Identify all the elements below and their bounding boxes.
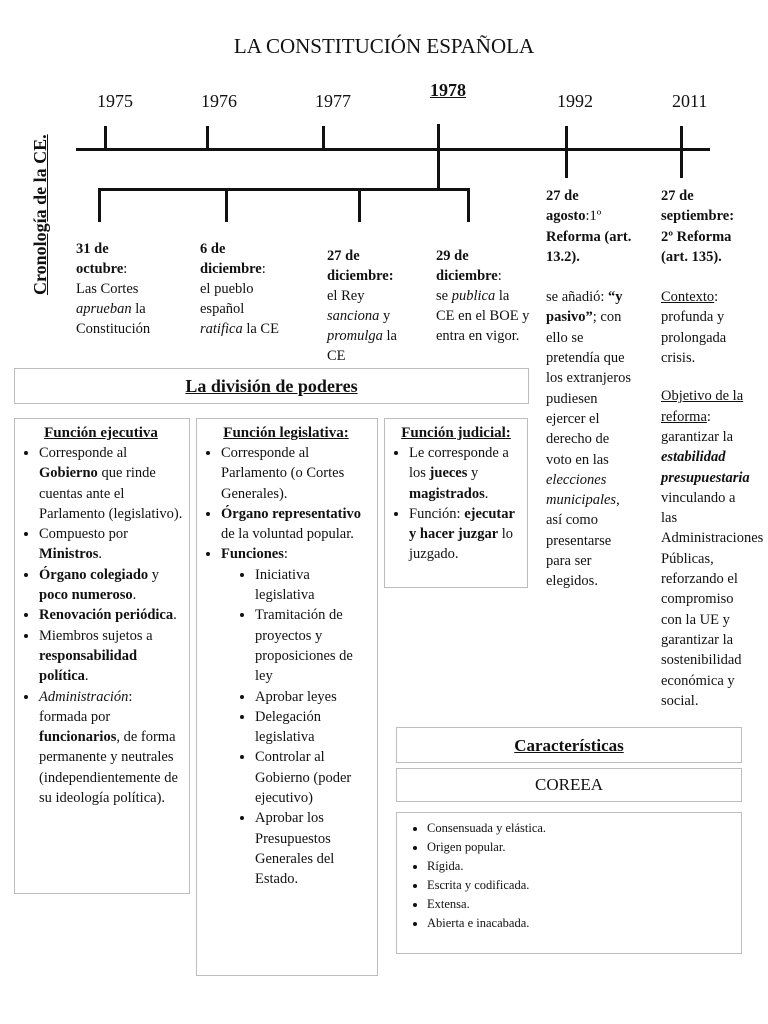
event-6-dic: 6 de diciembre: el pueblo español ratifica la CE xyxy=(200,241,279,337)
event-29-dic: 29 de diciembre: se publica la CE en el BOE y entra en vigor. xyxy=(436,248,530,344)
caracteristica-item: • Extensa. xyxy=(427,895,737,914)
ejecutiva-box xyxy=(14,418,190,894)
ejecutiva-item: • Miembros sujetos a responsabilidad política. xyxy=(39,626,183,687)
caracteristica-item: • Escrita y codificada. xyxy=(427,876,737,895)
timeline-axis xyxy=(76,148,710,151)
tick-1977 xyxy=(322,126,325,150)
caracteristica-item: • Origen popular. xyxy=(427,838,737,857)
legislativa-item: • Funciones: xyxy=(221,544,371,564)
division-header xyxy=(14,368,529,404)
ejecutiva-item: • Órgano colegiado y poco numeroso. xyxy=(39,565,183,606)
acronym-label: COREEA xyxy=(535,775,603,794)
event-27-dic: 27 de diciembre: el Rey sanciona y promulga la CE xyxy=(327,248,397,364)
page-title: LA CONSTITUCIÓN ESPAÑOLA xyxy=(233,34,535,58)
funcion-item: • Aprobar los Presupuestos Generales del Estado. xyxy=(255,808,371,889)
event-31-oct: 31 de octubre: Las Cortes aprueban la Constitución xyxy=(76,241,151,337)
year-1992: 1992 xyxy=(557,91,593,111)
caracteristica-item: • Rígida. xyxy=(427,857,737,876)
ejecutiva-item: • Corresponde al Gobierno que rinde cuentas ante el Parlamento (legislativo). xyxy=(39,443,183,524)
funcion-item: • Aprobar leyes xyxy=(255,687,371,707)
subtick-oct xyxy=(98,188,101,222)
tick-2011 xyxy=(680,126,683,178)
subtick-dec6 xyxy=(225,188,228,222)
tick-1992 xyxy=(565,126,568,178)
ejecutiva-item: • Renovación periódica. xyxy=(39,605,183,625)
year-1977: 1977 xyxy=(315,91,351,111)
year-1978: 1978 xyxy=(430,80,466,100)
caracteristica-item: • Abierta e inacabada. xyxy=(427,914,737,933)
legislativa-item: • Corresponde al Parlamento (o Cortes Generales). xyxy=(221,443,371,504)
tick-1978 xyxy=(437,124,440,190)
reform-1992: 27 de agosto:1º Reforma (art. 13.2). se añadió: “y pasivo”; con ello se pretendía que los extranjeros pudiesen ejercer el derecho de voto en las elecciones municipales, así como presentarse para ser elegidos. xyxy=(546,188,632,590)
judicial-item: • Función: ejecutar y hacer juzgar lo juzgado. xyxy=(409,504,523,565)
acronym-box xyxy=(396,768,742,802)
ejecutiva-item: • Administración: formada por funcionarios, de forma permanente y neutrales (independientemente de su ideología política). xyxy=(39,687,183,809)
funcion-item: • Controlar al Gobierno (poder ejecutivo) xyxy=(255,747,371,808)
legislativa-title: Función legislativa: xyxy=(223,425,349,441)
year-2011: 2011 xyxy=(672,91,708,111)
legislativa-item: • Órgano representativo de la voluntad popular. xyxy=(221,504,371,545)
caracteristicas-list-box xyxy=(396,812,742,954)
timeline-side-label: Cronología de la CE. xyxy=(30,134,50,295)
year-1976: 1976 xyxy=(201,91,237,111)
sub-timeline-1978 xyxy=(98,188,470,191)
tick-1976 xyxy=(206,126,209,150)
judicial-title: Función judicial: xyxy=(401,425,511,441)
funcion-item: • Tramitación de proyectos y proposiciones de ley xyxy=(255,605,371,686)
caracteristicas-label: Características xyxy=(514,736,624,755)
judicial-item: • Le corresponde a los jueces y magistrados. xyxy=(409,443,523,504)
caracteristica-item: • Consensuada y elástica. xyxy=(427,819,737,838)
caracteristicas-header xyxy=(396,727,742,763)
subtick-dec29 xyxy=(467,188,470,222)
ejecutiva-item: • Compuesto por Ministros. xyxy=(39,524,183,565)
ejecutiva-title: Función ejecutiva xyxy=(44,425,158,441)
division-header-label: La división de poderes xyxy=(185,376,358,396)
reform-2011: 27 de septiembre: 2º Reforma (art. 135). Contexto: profunda y prolongada crisis. Objetivo de la reforma: garantizar la estabilidad presupuestaria vinculando a las Administraciones Públicas, reforzando el compromiso con la UE y garantizar la sostenibilidad económica y social. xyxy=(661,188,764,709)
funcion-item: • Delegación legislativa xyxy=(255,707,371,748)
legislativa-box xyxy=(196,418,378,976)
judicial-box xyxy=(384,418,528,588)
tick-1975 xyxy=(104,126,107,150)
funcion-item: • Iniciativa legislativa xyxy=(255,565,371,606)
subtick-dec27 xyxy=(358,188,361,222)
year-1975: 1975 xyxy=(97,91,133,111)
